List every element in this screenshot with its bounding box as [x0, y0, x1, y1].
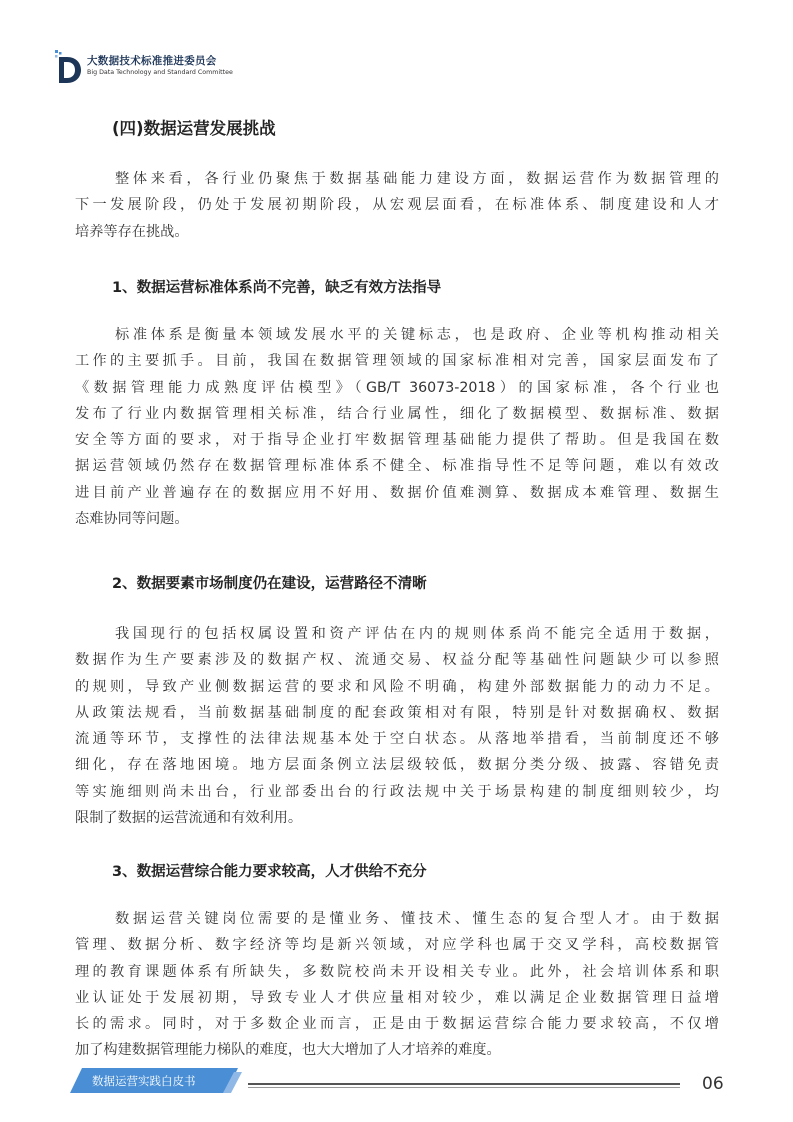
paragraph-line: 业认证处于发展初期，导致专业人才供应量相对较少，难以满足企业数据管理日益增: [75, 989, 719, 1006]
paragraph-line: 发布了行业内数据管理相关标准，结合行业属性，细化了数据模型、数据标准、数据: [75, 405, 719, 422]
logo-d-icon: [54, 50, 84, 84]
subsection-heading-2: 2、数据要素市场制度仍在建设，运营路径不清晰: [112, 576, 427, 592]
paragraph-line: 工作的主要抓手。目前，我国在数据管理领域的国家标准相对完善，国家层面发布了: [75, 353, 719, 370]
footer-tab: [70, 1068, 238, 1093]
subsection-paragraph-1: [75, 322, 719, 532]
page-number: 06: [702, 1074, 724, 1094]
org-name-cn: 大数据技术标准推进委员会: [87, 55, 217, 67]
intro-paragraph: [75, 166, 719, 245]
paragraph-line: 进目前产业普遍存在的数据应用不好用、数据价值难测算、数据成本难管理、数据生: [75, 484, 719, 501]
paragraph-line: 从政策法规看，当前数据基础制度的配套政策相对有限，特别是针对数据确权、数据: [75, 704, 719, 721]
paragraph-line: 细化，存在落地困境。地方层面条例立法层级较低，数据分类分级、披露、容错免责: [75, 757, 719, 774]
paragraph-line: 长的需求。同时，对于多数企业而言，正是由于数据运营综合能力要求较高，不仅增: [75, 1016, 719, 1033]
paragraph-line: 《数据管理能力成熟度评估模型》（GB/T 36073-2018）的国家标准，各个行业也: [75, 379, 719, 396]
paragraph-line: 限制了数据的运营流通和有效利用。: [75, 810, 303, 827]
paragraph-line: 数据作为生产要素涉及的数据产权、流通交易、权益分配等基础性问题缺少可以参照: [75, 652, 719, 669]
org-name-en: Big Data Technology and Standard Committee: [87, 69, 233, 76]
subsection-paragraph-2: [75, 621, 719, 831]
paragraph-line: 培养等存在挑战。: [75, 223, 189, 240]
paragraph-line: 的规则，导致产业侧数据运营的要求和风险不明确，构建外部数据能力的动力不足。: [75, 678, 719, 695]
paragraph-line: 据运营领域仍然存在数据管理标准体系不健全、标准指导性不足等问题，难以有效改: [75, 458, 719, 475]
paragraph-line: 理的教育课题体系有所缺失，多数院校尚未开设相关专业。此外，社会培训体系和职: [75, 963, 719, 980]
paragraph-line: 我国现行的包括权属设置和资产评估在内的规则体系尚不能完全适用于数据，: [115, 626, 719, 642]
paragraph-line: 等实施细则尚未出台，行业部委出台的行政法规中关于场景构建的制度细则较少，均: [75, 783, 719, 800]
paragraph-line: 整体来看，各行业仍聚焦于数据基础能力建设方面，数据运营作为数据管理的: [115, 171, 719, 187]
subsection-heading-3: 3、数据运营综合能力要求较高，人才供给不充分: [112, 864, 427, 880]
subsection-heading-1: 1、数据运营标准体系尚不完善，缺乏有效方法指导: [112, 280, 442, 296]
subsection-paragraph-3: [75, 906, 719, 1064]
paragraph-line: 数据运营关键岗位需要的是懂业务、懂技术、懂生态的复合型人才。由于数据: [115, 911, 719, 927]
paragraph-line: 下一发展阶段，仍处于发展初期阶段，从宏观层面看，在标准体系、制度建设和人才: [75, 197, 719, 214]
footer-divider: [248, 1083, 680, 1085]
section-title: (四)数据运营发展挑战: [112, 119, 276, 138]
paragraph-line: 标准体系是衡量本领域发展水平的关键标志，也是政府、企业等机构推动相关: [115, 327, 719, 343]
paragraph-line: 加了构建数据管理能力梯队的难度，也大大增加了人才培养的难度。: [75, 1042, 501, 1059]
footer-divider-thin: [248, 1087, 680, 1088]
footer-label: 数据运营实践白皮书: [92, 1074, 196, 1088]
paragraph-line: 流通等环节，支撑性的法律法规基本处于空白状态。从落地举措看，当前制度还不够: [75, 731, 719, 748]
header-logo: [54, 50, 284, 84]
paragraph-line: 态难协同等问题。: [75, 511, 189, 528]
paragraph-line: 安全等方面的要求，对于指导企业打牢数据管理基础能力提供了帮助。但是我国在数: [75, 432, 719, 449]
paragraph-line: 管理、数据分析、数字经济等均是新兴领域，对应学科也属于交叉学科，高校数据管: [75, 937, 719, 954]
